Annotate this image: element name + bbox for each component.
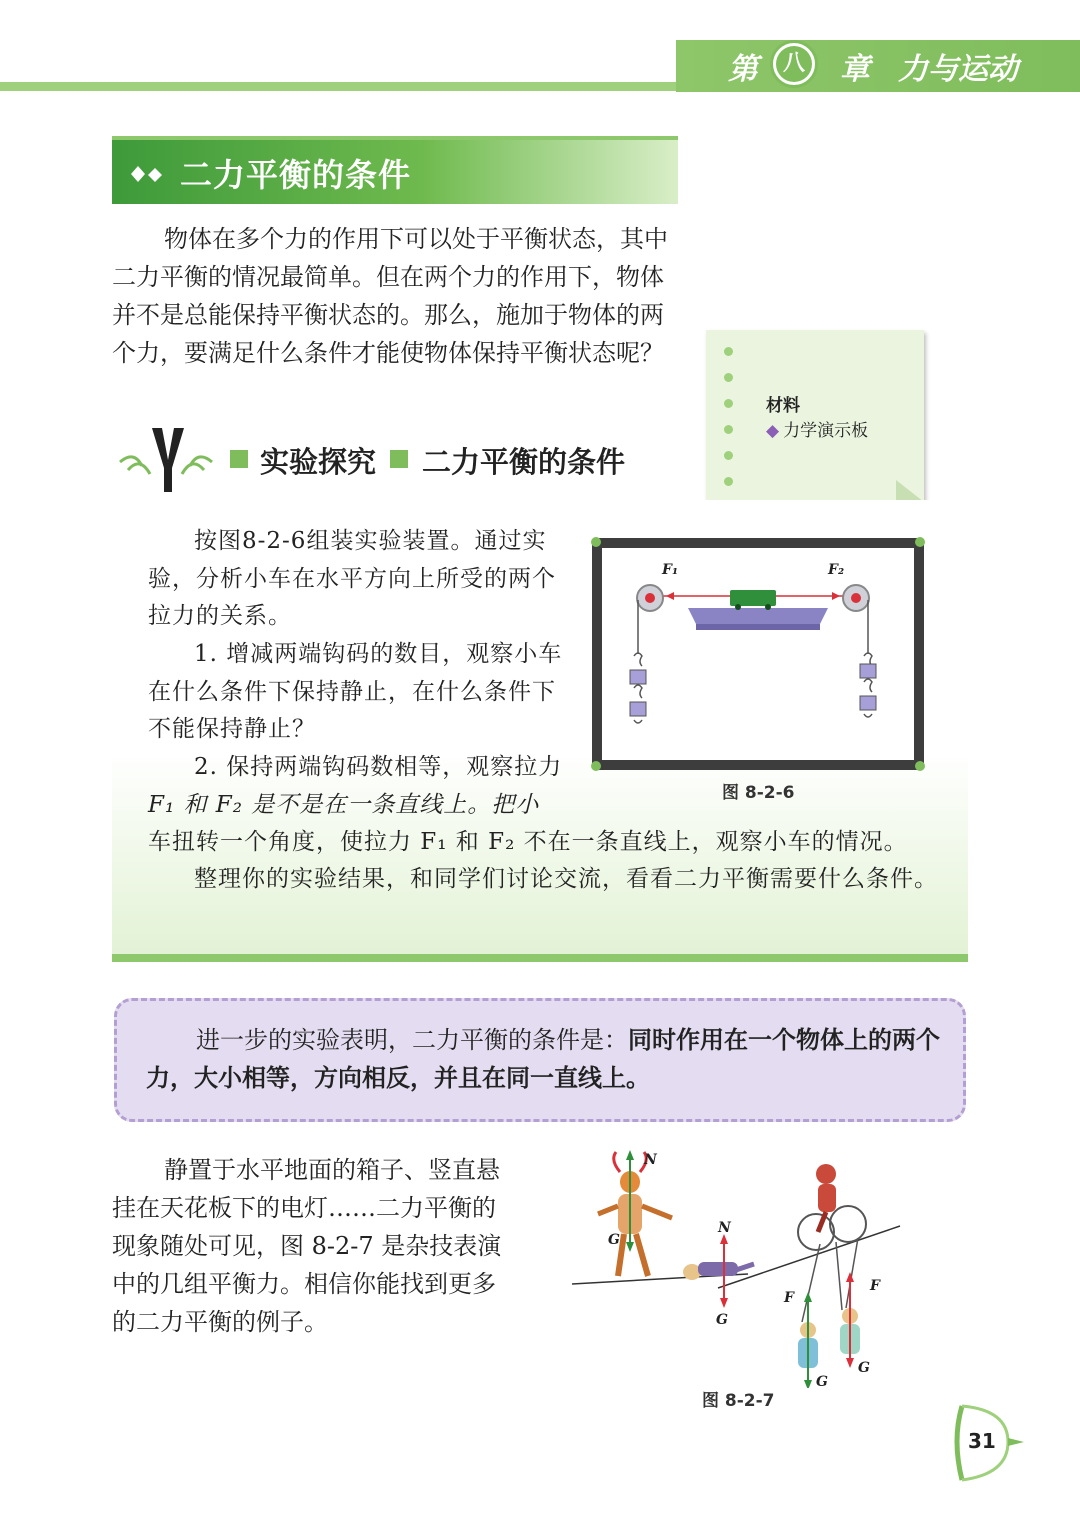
section-title: 二力平衡的条件 [180,156,412,194]
label-n-mid: N [718,1220,731,1236]
figure-8-2-7-caption: 图 8-2-7 [702,1391,775,1411]
chapter-number: 八 [776,46,812,82]
chapter-suffix: 章 [840,52,870,87]
arrow-n-left [626,1150,634,1160]
square-bullet-icon [230,450,248,468]
materials-title: 材料 [766,396,800,416]
experiment-step-2-line3: 车扭转一个角度，使拉力 F₁ 和 F₂ 不在一条直线上，观察小车的情况。 [148,829,908,855]
label-f1: F₁ [662,562,679,578]
arrow-f-left [804,1292,812,1302]
header-rule [0,82,680,91]
note-folded-corner [896,480,924,502]
label-g-right: G [858,1360,870,1376]
diamond-bullets-icon [130,163,170,185]
figure-8-2-7 [568,1148,908,1388]
arrow-g-left-2 [804,1380,812,1388]
experiment-step-2-line1: 2. 保持两端钩码数相等，观察拉力 [194,754,563,780]
conclusion-lead: 进一步的实验表明，二力平衡的条件是： [196,1026,628,1054]
experiment-step-2 [148,749,568,824]
experiment-summary: 整理你的实验结果，和同学们讨论交流，看看二力平衡需要什么条件。 [194,866,938,892]
square-bullet-icon [390,450,408,468]
note-binding-dot [724,477,733,486]
cyclist-figure [798,1164,866,1250]
diamond-icon: ◆ [766,421,780,441]
label-n: N [644,1152,657,1168]
materials-item [766,416,868,441]
chapter-prefix: 第 [728,52,758,87]
label-g-left-2: G [816,1374,828,1388]
arrow-g-right [846,1358,854,1368]
figure-8-2-6 [588,534,928,774]
experiment-step-intro: 按图8-2-6组装实验装置。通过实验，分析小车在水平方向上所受的两个拉力的关系。 [148,528,556,629]
clown-figure [598,1152,672,1276]
label-f-left: F [784,1290,794,1306]
conclusion-text [146,1021,946,1097]
materials-item-label: 力学演示板 [783,421,869,441]
label-g-mid: G [716,1312,728,1328]
weight-right-2 [860,696,876,710]
note-binding-dot [724,399,733,408]
note-binding-dot [724,373,733,382]
arrow-g-mid [720,1298,728,1308]
experiment-step-2-line2: F₁ 和 F₂ 是不是在一条直线上。把小 [148,791,540,818]
intro-paragraph: 物体在多个力的作用下可以处于平衡状态，其中二力平衡的情况最简单。但在两个力的作用下，物体并不是总能保持平衡状态的。那么，施加于物体的两个力，要满足什么条件才能使物体保持平衡状态呢？ [112,225,668,367]
board-surface [602,548,914,760]
arrow-g-left [626,1242,634,1252]
experiment-label: 实验探究 [260,445,377,479]
arrow-f-right [846,1272,854,1282]
experiment-panel-rule [112,954,968,962]
chapter-title: 力与运动 [898,52,1018,87]
cart [730,590,776,606]
lying-figure [683,1262,754,1280]
figure-8-2-6-caption: 图 8-2-6 [722,783,795,803]
page-number: 31 [968,1429,996,1453]
label-f-right: F [870,1278,880,1294]
outro-paragraph: 静置于水平地面的箱子、竖直悬挂在天花板下的电灯……二力平衡的现象随处可见，图 8-2-7 是杂技表演中的几组平衡力。相信你能找到更多的二力平衡的例子。 [112,1156,502,1336]
label-f2: F₂ [828,562,845,578]
weight-left-2 [630,702,646,716]
conclusion-highlight: 同时作用在一个物体上的两个力，大小相等，方向相反，并且在同一直线上。 [146,1026,940,1092]
weight-right-1 [860,664,876,678]
note-binding-dot [724,451,733,460]
experiment-step-1: 1. 增减两端钩码的数目，观察小车在什么条件下保持静止，在什么条件下不能保持静止？ [148,641,563,742]
table-top [688,608,828,624]
weight-left-1 [630,670,646,684]
table-edge [696,624,820,630]
note-binding-dot [724,425,733,434]
note-binding-dot [724,347,733,356]
experiment-icon [112,422,222,496]
experiment-title: 二力平衡的条件 [422,445,626,479]
label-g: G [608,1232,620,1248]
